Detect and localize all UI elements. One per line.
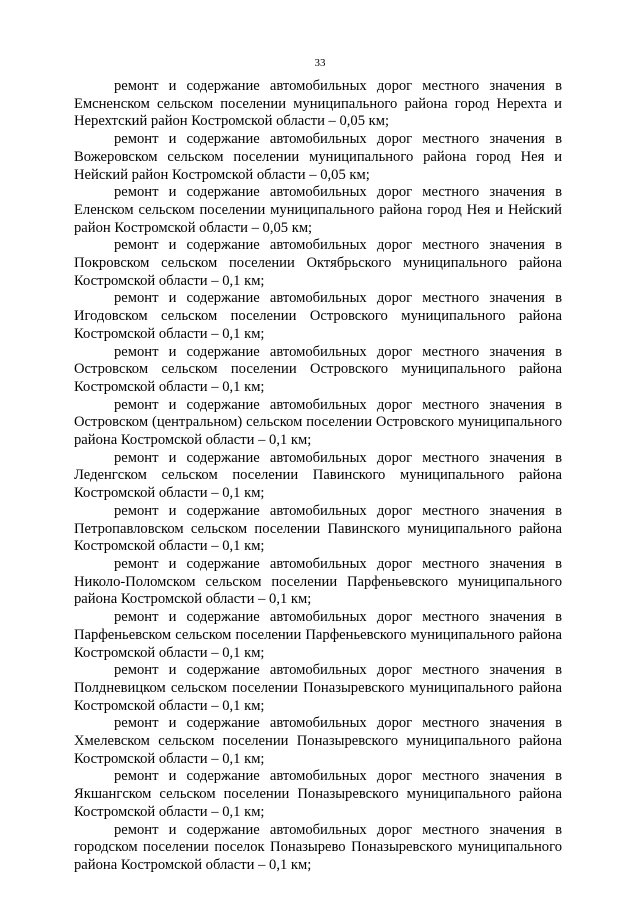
page-number: 33: [314, 57, 326, 69]
list-item: ремонт и содержание автомобильных дорог местного значения в Якшангском сельском поселении Поназыревского муниципального района Костромской области – 0,1 км;: [74, 768, 562, 820]
list-item: ремонт и содержание автомобильных дорог местного значения в Полдневицком сельском поселении Поназыревского муниципального района Костромской области – 0,1 км;: [74, 662, 562, 714]
document-body: [74, 78, 562, 875]
list-item: ремонт и содержание автомобильных дорог местного значения в Вожеровском сельском поселении муниципального района город Нея и Нейский район Костромской области – 0,05 км;: [74, 131, 562, 183]
list-item: ремонт и содержание автомобильных дорог местного значения в Петропавловском сельском поселении Павинского муниципального района Костромской области – 0,1 км;: [74, 502, 562, 555]
list-item: ремонт и содержание автомобильных дорог местного значения в Еленском сельском поселении муниципального района город Нея и Нейский район Костромской области – 0,05 км;: [74, 184, 562, 236]
list-item: ремонт и содержание автомобильных дорог местного значения в Хмелевском сельском поселении Поназыревского муниципального района Костромской области – 0,1 км;: [74, 715, 562, 767]
list-item: ремонт и содержание автомобильных дорог местного значения в Емсненском сельском поселении муниципального района город Нерехта и Нерехтский район Костромской области – 0,05 км;: [74, 78, 562, 130]
list-item: ремонт и содержание автомобильных дорог местного значения в Игодовском сельском поселении Островского муниципального района Костромской области – 0,1 км;: [74, 290, 562, 342]
list-item: ремонт и содержание автомобильных дорог местного значения в Островском (центральном) сельском поселении Островского муниципального района Костромской области – 0,1 км;: [74, 396, 562, 449]
list-item: ремонт и содержание автомобильных дорог местного значения в Покровском сельском поселении Октябрьского муниципального района Костромской области – 0,1 км;: [74, 237, 562, 289]
list-item: ремонт и содержание автомобильных дорог местного значения в Парфеньевском сельском поселении Парфеньевского муниципального района Костромской области – 0,1 км;: [74, 609, 562, 661]
list-item: ремонт и содержание автомобильных дорог местного значения в Николо-Поломском сельском поселении Парфеньевского муниципального района Костромской области – 0,1 км;: [74, 555, 562, 608]
list-item: ремонт и содержание автомобильных дорог местного значения в городском поселении поселок Поназырево Поназыревского муниципального района Костромской области – 0,1 км;: [74, 821, 562, 873]
list-item: ремонт и содержание автомобильных дорог местного значения в Островском сельском поселении Островского муниципального района Костромской области – 0,1 км;: [74, 343, 562, 395]
list-item: ремонт и содержание автомобильных дорог местного значения в Леденгском сельском поселении Павинского муниципального района Костромской области – 0,1 км;: [74, 449, 562, 502]
